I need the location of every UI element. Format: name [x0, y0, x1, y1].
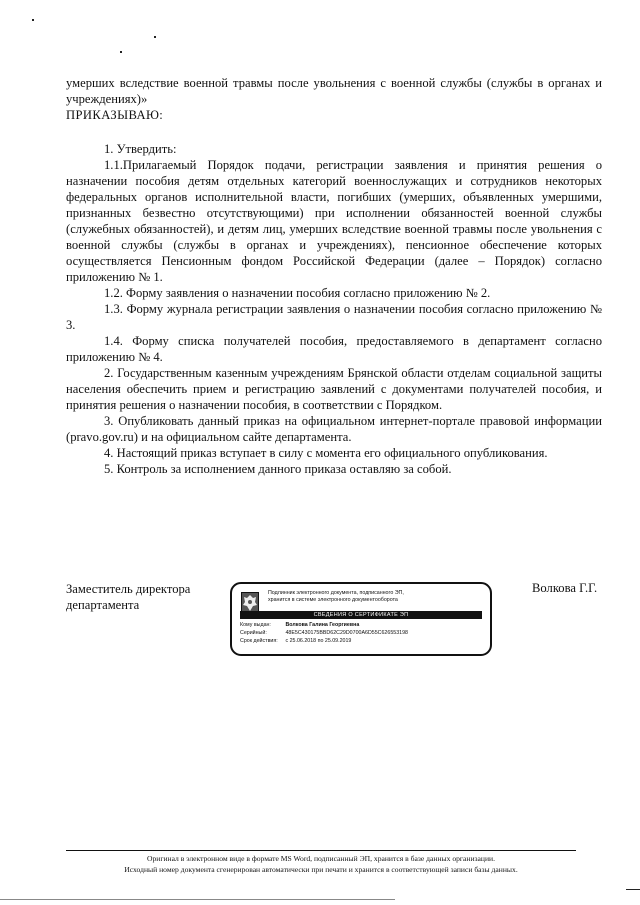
- bottom-edge-line: [0, 899, 395, 900]
- scan-speck: [154, 36, 156, 38]
- paragraph-3: 3. Опубликовать данный приказ на официальном интернет-портале правовой информации (pravo.gov.ru) и на официальном сайте департамента.: [66, 414, 602, 444]
- stamp-issued-to-label: Кому выдан:: [240, 622, 271, 628]
- footer-note-line1: Оригинал в электронном виде в формате MS Word, подписанный ЭП, хранится в базе данных организации.: [147, 854, 495, 863]
- e-signature-stamp: [230, 582, 492, 656]
- paragraph-5: 5. Контроль за исполнением данного приказа оставляю за собой.: [104, 462, 452, 476]
- stamp-issued-to-row: [240, 621, 486, 629]
- stamp-validity-label: Срок действия:: [240, 638, 278, 644]
- stamp-issued-to-value: Волкова Галина Георгиевна: [285, 622, 360, 628]
- paragraph-4: 4. Настоящий приказ вступает в силу с момента его официального опубликования.: [104, 446, 548, 460]
- stamp-certificate-details: [240, 621, 486, 645]
- stamp-serial-value: 48E5C430175BBD62C29D0700A6D55C626553198: [285, 630, 408, 636]
- order-word: ПРИКАЗЫВАЮ:: [66, 108, 164, 122]
- paragraph-1-3: 1.3. Форму журнала регистрации заявления о назначении пособия согласно приложению № 3.: [66, 302, 602, 332]
- stamp-notice: [268, 590, 484, 604]
- intro-text: умерших вследствие военной травмы после увольнения с военной службы (службы в органах и учреждениях)»: [66, 76, 602, 106]
- paragraph-2: 2. Государственным казенным учреждениям Брянской области отделам социальной защиты населения обеспечить прием и регистрацию заявлений с документами получателей пособия, и принятия решения о назначении пособия, в соответствии с Порядком.: [66, 366, 602, 412]
- footer-note: [66, 853, 576, 875]
- edge-mark: [626, 889, 640, 890]
- stamp-validity-value: с 25.06.2018 по 25.09.2019: [285, 638, 352, 644]
- stamp-notice-line2: хранится в системе электронного документооборота: [268, 597, 398, 603]
- paragraph-approve: 1. Утвердить:: [104, 142, 177, 156]
- signer-position-line2: департамента: [66, 598, 140, 612]
- signer-position: [66, 581, 190, 613]
- stamp-validity-row: [240, 637, 486, 645]
- signer-name: Волкова Г.Г.: [532, 581, 598, 595]
- scan-speck: [32, 19, 34, 21]
- footer-note-line2: Исходный номер документа сгенерирован автоматически при печати и хранится в соответствующей записи базы данных.: [124, 865, 518, 874]
- document-body: [66, 75, 602, 477]
- paragraph-1-1: 1.1.Прилагаемый Порядок подачи, регистрации заявления и принятия решения о назначении пособия детям отдельных категорий военнослужащих и сотрудников некоторых федеральных органов исполнительной власти, погибших (умерших, объявленных умершими, признанных безвестно отсутствующими) при исполнении обязанностей военной службы (служебных обязанностей), и детям лиц, умерших вследствие военной травмы после увольнения с военной службы (службы в органах и учреждениях), пенсионное обеспечение которых осуществляется Пенсионным фондом Российской Федерации (далее – Порядок) согласно приложению № 1.: [66, 158, 602, 284]
- scan-speck: [120, 51, 122, 53]
- stamp-serial-row: [240, 629, 486, 637]
- signer-position-line1: Заместитель директора: [66, 582, 191, 596]
- footer-divider: [66, 850, 576, 851]
- stamp-notice-line1: Подлинник электронного документа, подписанного ЭП,: [268, 590, 404, 596]
- stamp-certificate-header: СВЕДЕНИЯ О СЕРТИФИКАТЕ ЭП: [240, 611, 482, 619]
- paragraph-1-4: 1.4. Форму списка получателей пособия, предоставляемого в департамент согласно приложению № 4.: [66, 334, 602, 364]
- stamp-serial-label: Серийный:: [240, 630, 267, 636]
- paragraph-1-2: 1.2. Форму заявления о назначении пособия согласно приложению № 2.: [104, 286, 491, 300]
